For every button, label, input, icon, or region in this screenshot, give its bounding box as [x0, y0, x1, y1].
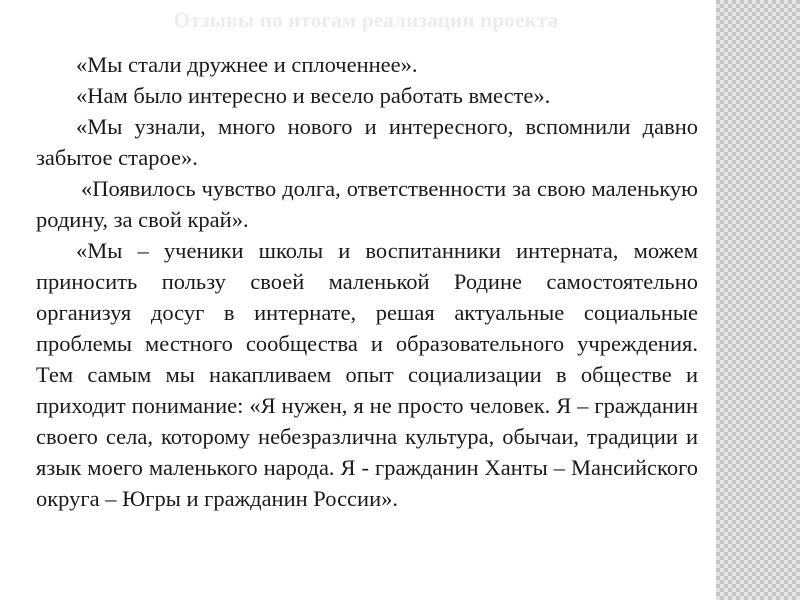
decorative-side-band: [716, 0, 800, 600]
slide-body: [36, 49, 698, 514]
quote-paragraph: «Появилось чувство долга, ответственности за свою маленькую родину, за свой край».: [36, 176, 698, 232]
quote-paragraph: «Мы – ученики школы и воспитанники интерната, можем приносить пользу своей маленькой Родине самостоятельно организуя досуг в интернате, решая актуальные социальные проблемы местного сообщества и образовательного учреждения. Тем самым мы накапливаем опыт социализации в обществе и приходит понимание: «Я нужен, я не просто человек. Я – гражданин своего села, которому небезразлична культура, обычаи, традиции и язык моего маленького народа. Я - гражданин Ханты – Мансийского округа – Югры и гражданин России».: [36, 238, 698, 511]
quote-paragraph: «Мы узнали, много нового и интересного, вспомнили давно забытое старое».: [36, 114, 698, 170]
slide-title: Отзывы по итогам реализации проекта: [173, 8, 559, 32]
quote-paragraph: «Нам было интересно и весело работать вместе».: [76, 83, 551, 108]
quote-paragraph: «Мы стали дружнее и сплоченнее».: [76, 52, 418, 77]
